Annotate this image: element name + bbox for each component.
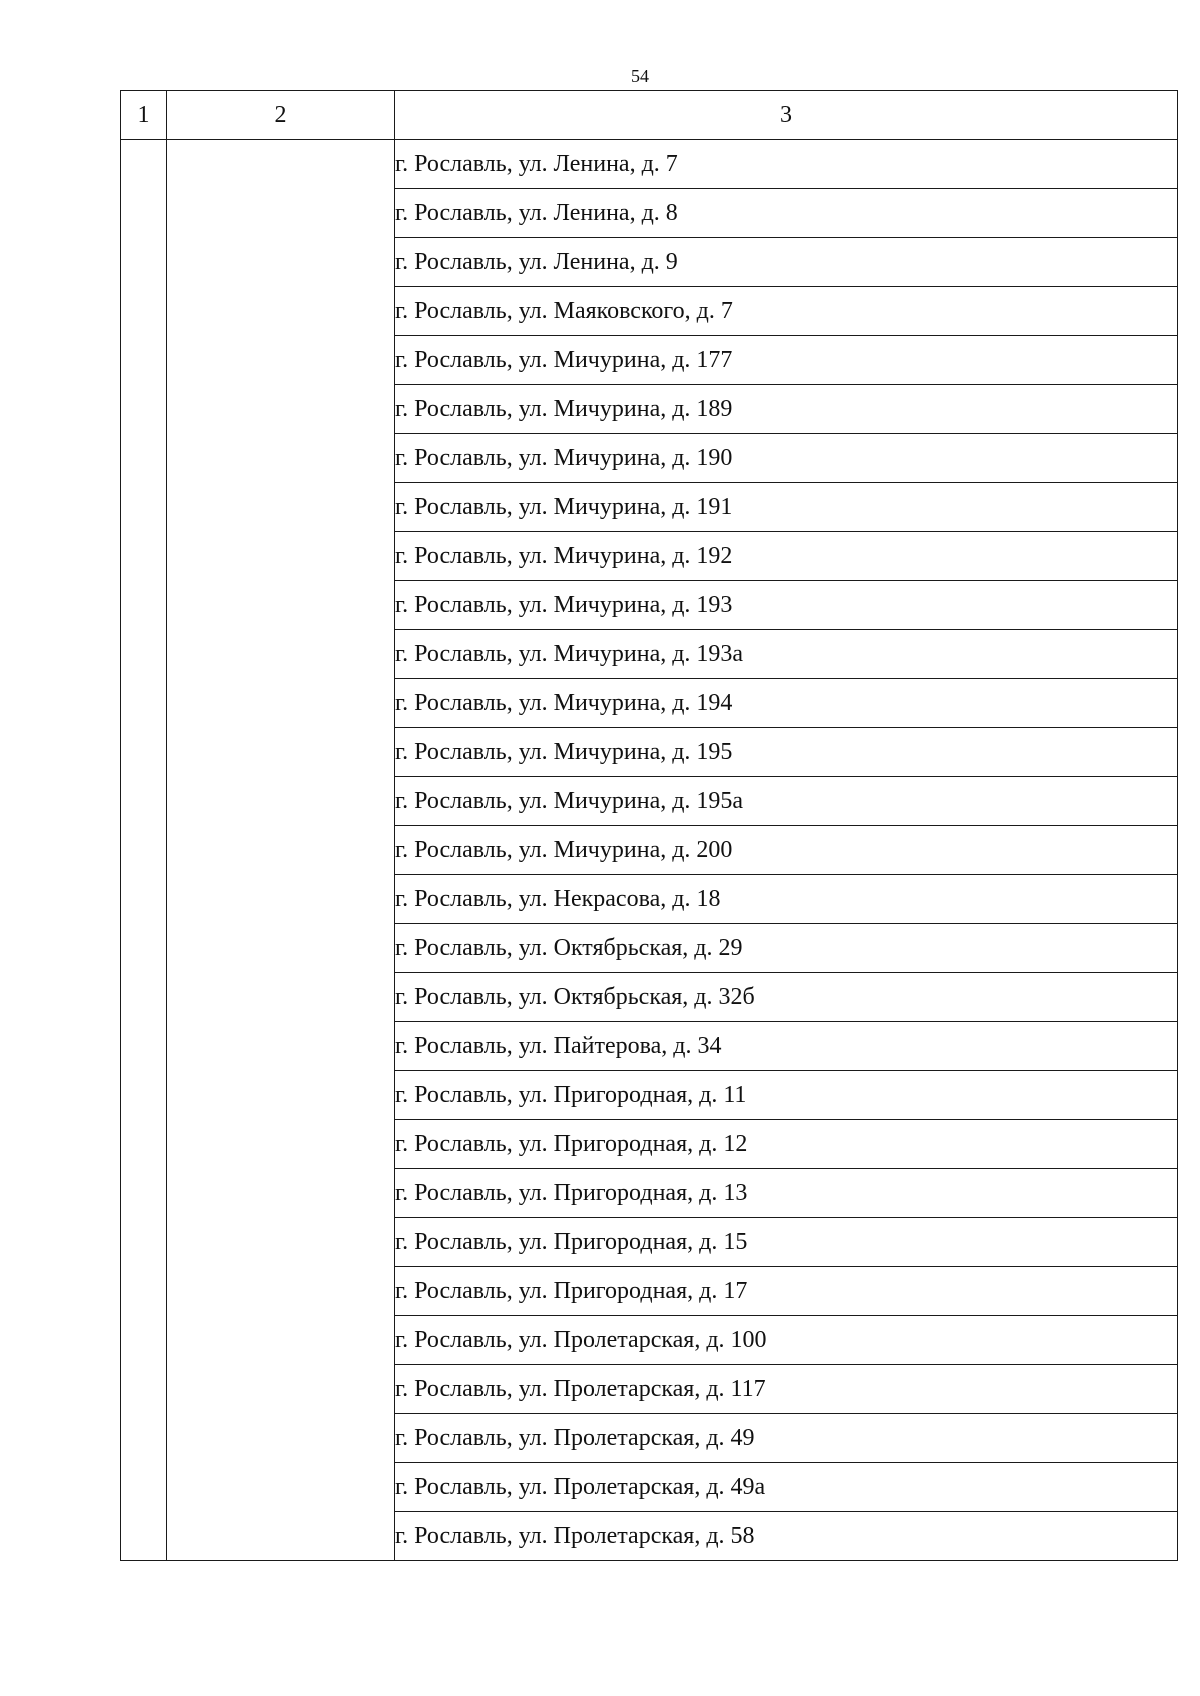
address-cell: г. Рославль, ул. Мичурина, д. 193а (395, 630, 1178, 679)
address-cell: г. Рославль, ул. Октябрьская, д. 29 (395, 924, 1178, 973)
column-header-2: 2 (167, 91, 395, 140)
table-header-row (121, 91, 1178, 140)
column-header-3: 3 (395, 91, 1178, 140)
page-number: 54 (631, 66, 649, 86)
address-cell: г. Рославль, ул. Пригородная, д. 13 (395, 1169, 1178, 1218)
address-cell: г. Рославль, ул. Мичурина, д. 194 (395, 679, 1178, 728)
address-cell: г. Рославль, ул. Пригородная, д. 17 (395, 1267, 1178, 1316)
address-cell: г. Рославль, ул. Мичурина, д. 200 (395, 826, 1178, 875)
address-cell: г. Рославль, ул. Пролетарская, д. 117 (395, 1365, 1178, 1414)
table-row (121, 140, 1178, 189)
address-cell: г. Рославль, ул. Пригородная, д. 12 (395, 1120, 1178, 1169)
address-cell: г. Рославль, ул. Ленина, д. 9 (395, 238, 1178, 287)
merged-cell-col-1 (121, 140, 167, 1561)
address-cell: г. Рославль, ул. Мичурина, д. 189 (395, 385, 1178, 434)
address-cell: г. Рославль, ул. Пригородная, д. 11 (395, 1071, 1178, 1120)
address-cell: г. Рославль, ул. Мичурина, д. 177 (395, 336, 1178, 385)
address-cell: г. Рославль, ул. Мичурина, д. 190 (395, 434, 1178, 483)
address-cell: г. Рославль, ул. Мичурина, д. 191 (395, 483, 1178, 532)
column-header-1: 1 (121, 91, 167, 140)
address-cell: г. Рославль, ул. Пролетарская, д. 100 (395, 1316, 1178, 1365)
address-cell: г. Рославль, ул. Пригородная, д. 15 (395, 1218, 1178, 1267)
address-cell: г. Рославль, ул. Маяковского, д. 7 (395, 287, 1178, 336)
address-cell: г. Рославль, ул. Пролетарская, д. 49 (395, 1414, 1178, 1463)
address-cell: г. Рославль, ул. Пайтерова, д. 34 (395, 1022, 1178, 1071)
address-cell: г. Рославль, ул. Мичурина, д. 195а (395, 777, 1178, 826)
address-table (120, 90, 1178, 1561)
address-cell: г. Рославль, ул. Мичурина, д. 193 (395, 581, 1178, 630)
address-cell: г. Рославль, ул. Ленина, д. 8 (395, 189, 1178, 238)
address-cell: г. Рославль, ул. Пролетарская, д. 49а (395, 1463, 1178, 1512)
address-cell: г. Рославль, ул. Мичурина, д. 195 (395, 728, 1178, 777)
merged-cell-col-2 (167, 140, 395, 1561)
address-cell: г. Рославль, ул. Некрасова, д. 18 (395, 875, 1178, 924)
address-cell: г. Рославль, ул. Ленина, д. 7 (395, 140, 1178, 189)
address-cell: г. Рославль, ул. Октябрьская, д. 32б (395, 973, 1178, 1022)
address-cell: г. Рославль, ул. Пролетарская, д. 58 (395, 1512, 1178, 1561)
address-cell: г. Рославль, ул. Мичурина, д. 192 (395, 532, 1178, 581)
